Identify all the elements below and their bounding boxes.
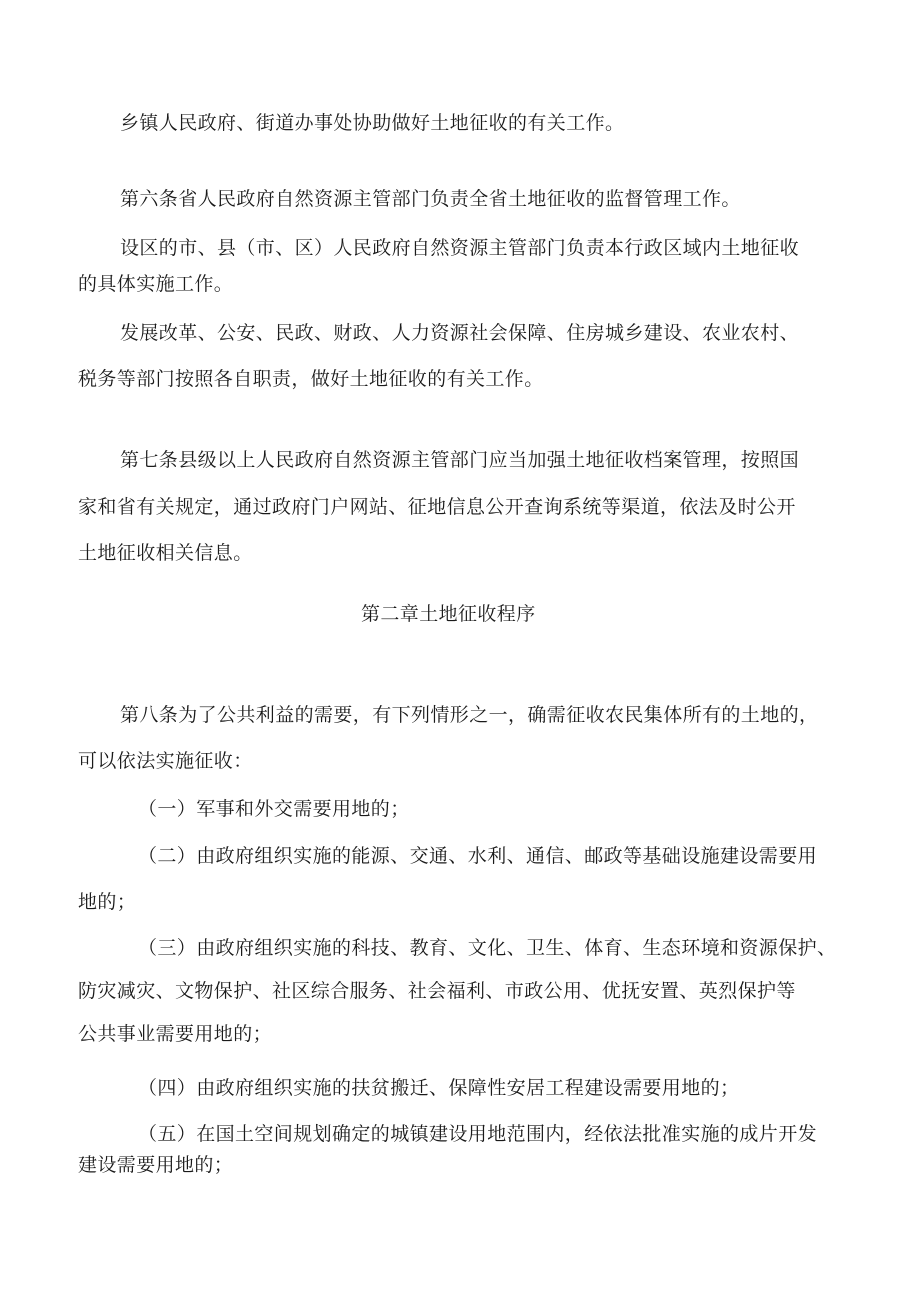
paragraph-line: 乡镇人民政府、街道办事处协助做好土地征收的有关工作。 — [120, 112, 625, 134]
list-item: （三）由政府组织实施的科技、教育、文化、卫生、体育、生态环境和资源保护、 — [138, 937, 837, 959]
list-item: （一）军事和外交需要用地的； — [138, 798, 410, 820]
list-item: （二）由政府组织实施的能源、交通、水利、通信、邮政等基础设施建设需要用 — [138, 845, 818, 867]
article-7-line: 第七条县级以上人民政府自然资源主管部门应当加强土地征收档案管理，按照国 — [120, 449, 800, 471]
article-6-line: 第六条省人民政府自然资源主管部门负责全省土地征收的监督管理工作。 — [120, 188, 741, 210]
article-8-line: 第八条为了公共利益的需要，有下列情形之一，确需征收农民集体所有的土地的， — [120, 704, 819, 726]
list-item-continuation: 地的； — [78, 891, 137, 913]
list-item: （五）在国土空间规划确定的城镇建设用地范围内，经依法批准实施的成片开发 — [138, 1123, 818, 1145]
paragraph-line: 税务等部门按照各自职责，做好土地征收的有关工作。 — [78, 368, 544, 390]
list-item-continuation: 公共事业需要用地的； — [78, 1023, 273, 1045]
paragraph-line: 可以依法实施征收： — [78, 750, 253, 772]
list-item-continuation: 防灾减灾、文物保护、社区综合服务、社会福利、市政公用、优抚安置、英烈保护等 — [78, 980, 796, 1002]
list-item-continuation: 建设需要用地的； — [78, 1154, 234, 1176]
paragraph-line: 设区的市、县（市、区）人民政府自然资源主管部门负责本行政区域内土地征收 — [120, 237, 800, 259]
list-item: （四）由政府组织实施的扶贫搬迁、保障性安居工程建设需要用地的； — [138, 1077, 740, 1099]
paragraph-line: 家和省有关规定，通过政府门户网站、征地信息公开查询系统等渠道，依法及时公开 — [78, 496, 796, 518]
paragraph-line: 土地征收相关信息。 — [78, 542, 253, 564]
chapter-heading: 第二章土地征收程序 — [361, 603, 536, 625]
paragraph-line: 的具体实施工作。 — [78, 273, 234, 295]
paragraph-line: 发展改革、公安、民政、财政、人力资源社会保障、住房城乡建设、农业农村、 — [120, 322, 800, 344]
